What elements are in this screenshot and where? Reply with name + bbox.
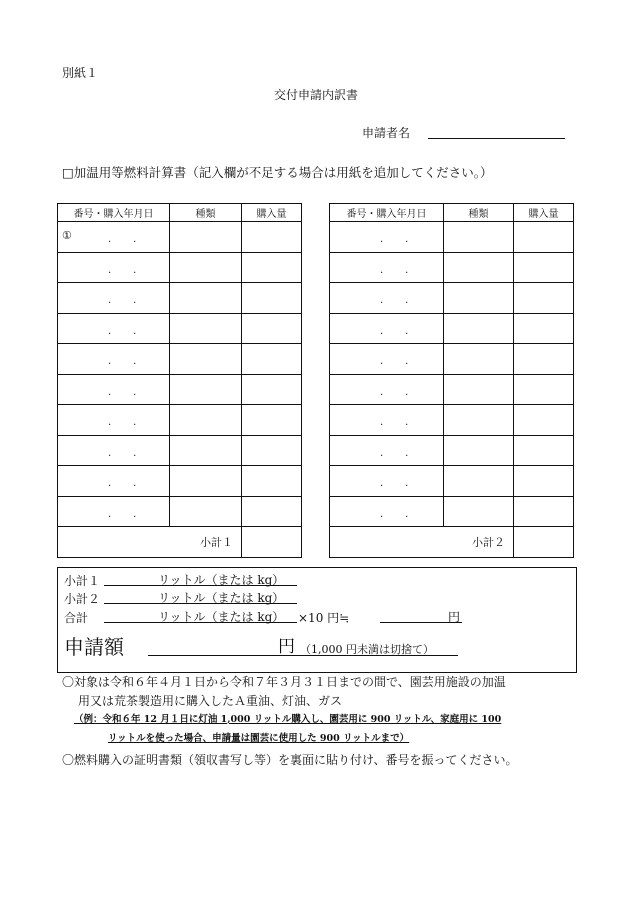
table-row [58, 344, 302, 375]
table-row [58, 405, 302, 436]
fuel-type-cell[interactable] [444, 374, 514, 405]
date-placeholder: . . [108, 264, 143, 276]
subtotal1-label: 小計１ [58, 527, 242, 558]
date-cell[interactable] [58, 374, 170, 405]
amount-label: 申請額 [64, 635, 124, 659]
summary-total-label: 合計 [64, 611, 89, 625]
date-cell[interactable] [58, 344, 170, 375]
table-row [330, 435, 574, 466]
date-placeholder: . . [108, 478, 143, 489]
summary-total-yen: 円 [448, 610, 461, 624]
right-rows [330, 222, 574, 527]
purchase-amount-cell[interactable] [242, 496, 302, 527]
row-number-marker: ① [62, 229, 72, 242]
date-cell[interactable] [330, 435, 444, 466]
date-placeholder: . . [108, 234, 143, 245]
purchase-amount-cell[interactable] [242, 405, 302, 436]
date-cell[interactable] [58, 405, 170, 436]
date-placeholder: . . [108, 508, 143, 520]
purchase-amount-cell[interactable] [514, 466, 574, 497]
date-cell[interactable] [58, 252, 170, 283]
col-header-type: 種類 [170, 204, 242, 222]
purchase-amount-cell[interactable] [514, 313, 574, 344]
subtotal1-cell[interactable] [242, 527, 302, 558]
date-placeholder: . . [380, 264, 415, 276]
fuel-type-cell[interactable] [444, 496, 514, 527]
fuel-type-cell[interactable] [444, 252, 514, 283]
date-cell[interactable] [330, 222, 444, 253]
date-cell[interactable] [58, 466, 170, 497]
fuel-type-cell[interactable] [444, 222, 514, 253]
calc-heading: □加温用等燃料計算書（記入欄が不足する場合は用紙を追加してください。） [62, 165, 493, 180]
fuel-type-cell[interactable] [444, 313, 514, 344]
purchase-amount-cell[interactable] [514, 374, 574, 405]
date-cell[interactable] [330, 252, 444, 283]
fuel-type-cell[interactable] [170, 344, 242, 375]
note-2: 〇燃料購入の証明書類（領収書写し等）を裏面に貼り付け、番号を振ってください。 [62, 753, 518, 767]
date-cell[interactable] [330, 313, 444, 344]
purchase-amount-cell[interactable] [242, 222, 302, 253]
col-header-type: 種類 [444, 204, 514, 222]
date-cell[interactable] [330, 496, 444, 527]
applicant-name-field[interactable] [428, 138, 565, 139]
purchase-amount-cell[interactable] [242, 466, 302, 497]
fuel-type-cell[interactable] [444, 435, 514, 466]
fuel-type-cell[interactable] [170, 252, 242, 283]
fuel-type-cell[interactable] [444, 405, 514, 436]
purchase-table-right [329, 203, 574, 558]
purchase-table-left [57, 203, 302, 558]
date-placeholder: . . [380, 325, 415, 337]
left-rows [58, 222, 302, 527]
attachment-label: 別紙１ [62, 66, 99, 80]
fuel-type-cell[interactable] [170, 435, 242, 466]
date-cell[interactable] [330, 344, 444, 375]
table-row [58, 374, 302, 405]
note-1-line1: 〇対象は令和６年４月１日から令和７年３月３１日までの間で、園芸用施設の加温 [62, 675, 506, 689]
col-header-date: 番号・購入年月日 [330, 204, 444, 222]
fuel-type-cell[interactable] [170, 374, 242, 405]
table-row [330, 313, 574, 344]
date-cell[interactable] [58, 435, 170, 466]
fuel-type-cell[interactable] [170, 496, 242, 527]
date-placeholder: . . [108, 417, 143, 428]
date-placeholder: . . [108, 447, 143, 459]
subtotal2-cell[interactable] [514, 527, 574, 558]
fuel-type-cell[interactable] [444, 283, 514, 314]
date-cell[interactable] [58, 222, 170, 253]
table-row [330, 222, 574, 253]
date-cell[interactable] [58, 283, 170, 314]
col-header-date: 番号・購入年月日 [58, 204, 170, 222]
purchase-amount-cell[interactable] [514, 496, 574, 527]
fuel-type-cell[interactable] [170, 283, 242, 314]
table-row [58, 222, 302, 253]
purchase-amount-cell[interactable] [514, 405, 574, 436]
date-cell[interactable] [58, 313, 170, 344]
summary-subtotal1-label: 小計１ [64, 574, 101, 588]
purchase-amount-cell[interactable] [242, 252, 302, 283]
note-1-line2: 用又は荒茶製造用に購入したＡ重油、灯油、ガス [78, 694, 343, 708]
fuel-type-cell[interactable] [170, 313, 242, 344]
date-placeholder: . . [380, 478, 415, 489]
summary-subtotal2-unit: リットル（または kg） [158, 591, 285, 605]
example-line2: リットルを使った場合、申請量は園芸に使用した 900 リットルまで） [108, 733, 410, 744]
date-cell[interactable] [330, 283, 444, 314]
date-placeholder: . . [380, 295, 415, 306]
fuel-type-cell[interactable] [444, 344, 514, 375]
example-line1: （例：令和６年 12 月１日に灯油 1,000 リットル購入し、園芸用に 900 リットル、家庭用に 100 [74, 714, 502, 725]
table-row [58, 283, 302, 314]
fuel-type-cell[interactable] [444, 466, 514, 497]
purchase-amount-cell[interactable] [242, 344, 302, 375]
table-row [330, 496, 574, 527]
date-placeholder: . . [108, 295, 143, 306]
summary-subtotal2-label: 小計２ [64, 592, 101, 606]
page-title: 交付申請内訳書 [274, 88, 359, 102]
purchase-amount-cell[interactable] [242, 283, 302, 314]
table-row [330, 283, 574, 314]
date-placeholder: . . [108, 325, 143, 337]
date-placeholder: . . [380, 356, 415, 367]
date-placeholder: . . [380, 447, 415, 459]
date-placeholder: . . [108, 386, 143, 398]
date-placeholder: . . [108, 356, 143, 367]
summary-rate: ×10 円≒ [298, 611, 350, 625]
date-placeholder: . . [380, 386, 415, 398]
table-row [330, 405, 574, 436]
fuel-type-cell[interactable] [170, 466, 242, 497]
table-row [330, 344, 574, 375]
purchase-amount-cell[interactable] [242, 313, 302, 344]
purchase-amount-cell[interactable] [242, 435, 302, 466]
purchase-amount-cell[interactable] [514, 283, 574, 314]
fuel-type-cell[interactable] [170, 405, 242, 436]
date-cell[interactable] [330, 374, 444, 405]
date-cell[interactable] [330, 466, 444, 497]
table-row [330, 466, 574, 497]
purchase-amount-cell[interactable] [514, 344, 574, 375]
table-row [58, 466, 302, 497]
purchase-amount-cell[interactable] [242, 374, 302, 405]
table-row [58, 435, 302, 466]
table-row [58, 313, 302, 344]
purchase-amount-cell[interactable] [514, 435, 574, 466]
applicant-label: 申請者名 [362, 126, 411, 140]
table-row [58, 252, 302, 283]
date-cell[interactable] [58, 496, 170, 527]
subtotal2-label: 小計２ [330, 527, 514, 558]
date-cell[interactable] [330, 405, 444, 436]
date-placeholder: . . [380, 417, 415, 428]
date-placeholder: . . [380, 508, 415, 520]
col-header-amount: 購入量 [514, 204, 574, 222]
table-row [330, 252, 574, 283]
table-row [58, 496, 302, 527]
amount-yen: 円 [278, 637, 295, 657]
purchase-amount-cell[interactable] [514, 222, 574, 253]
purchase-amount-cell[interactable] [514, 252, 574, 283]
summary-subtotal1-unit: リットル（または kg） [158, 573, 285, 587]
table-row [330, 374, 574, 405]
col-header-amount: 購入量 [242, 204, 302, 222]
summary-total-unit: リットル（または kg） [158, 610, 285, 624]
date-placeholder: . . [380, 234, 415, 245]
amount-note: （1,000 円未満は切捨て） [300, 643, 434, 656]
fuel-type-cell[interactable] [170, 222, 242, 253]
